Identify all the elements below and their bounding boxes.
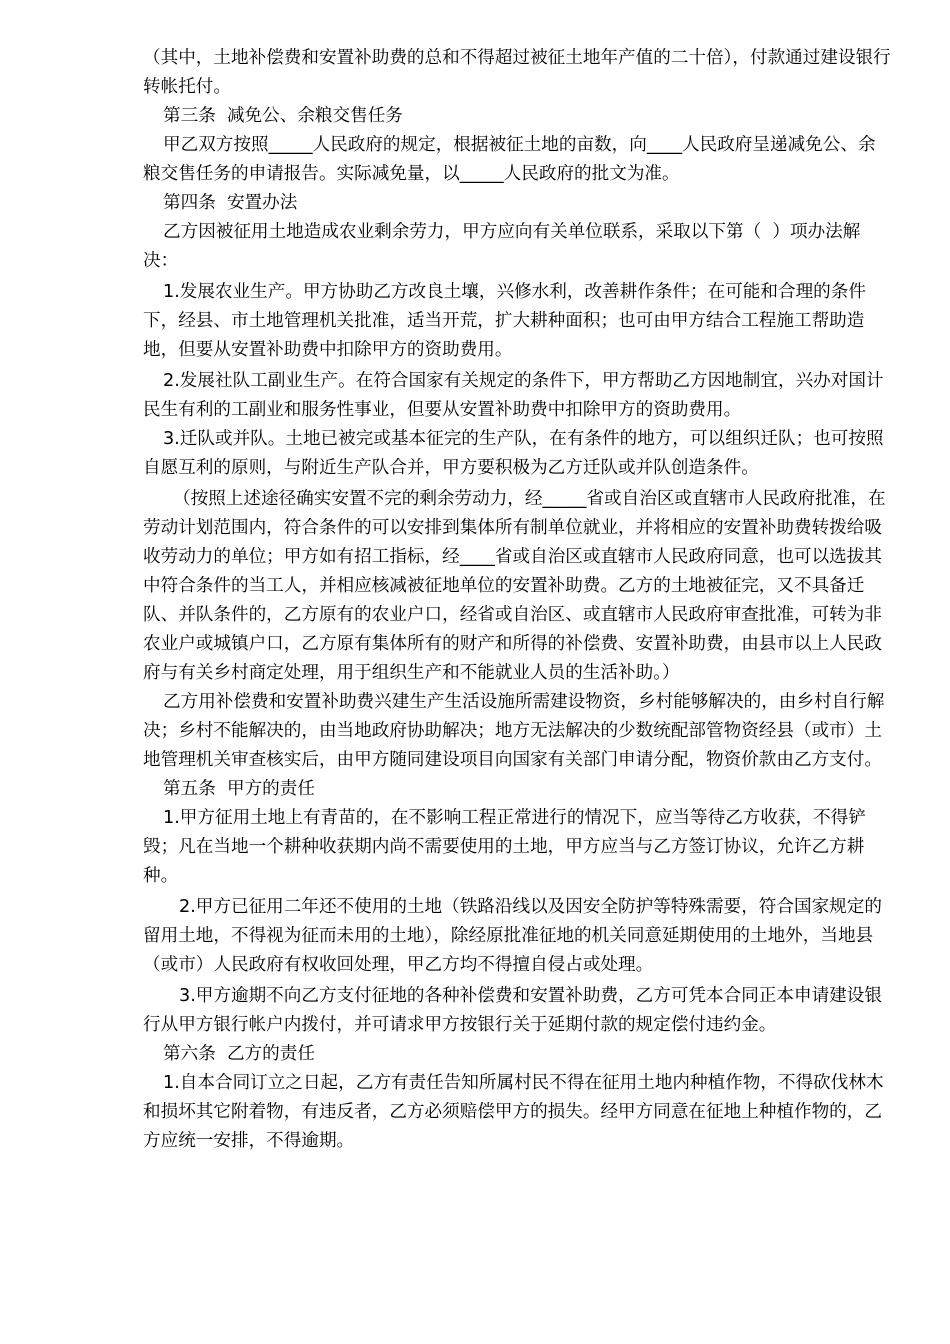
- document-page: [143, 44, 893, 1156]
- paragraph-party-b-duties: 1.自本合同订立之日起，乙方有责任告知所属村民不得在征用土地内种植作物，不得砍伐林木和损坏其它附着物，有违反者，乙方必须赔偿甲方的损失。经甲方同意在征地上种植作物的，乙方应统一安排，不得逾期。: [143, 1073, 884, 1151]
- paragraph-item-merge: 3.迁队或并队。土地已被完或基本征完的生产队，在有条件的地方，可以组织迁队；也可按照自愿互利的原则，与附近生产队合并，甲方要积极为乙方迁队或并队创造条件。: [143, 429, 884, 478]
- paragraph-compensation-cap: （其中，土地补偿费和安置补助费的总和不得超过被征土地年产值的二十倍），付款通过建设银行转帐托付。: [143, 48, 891, 97]
- paragraph-item-agriculture: 1.发展农业生产。甲方协助乙方改良土壤，兴修水利，改善耕作条件；在可能和合理的条件下，经县、市土地管理机关批准，适当开荒，扩大耕种面积；也可由甲方结合工程施工帮助造地，但要从安置补助费中扣除甲方的资助费用。: [143, 282, 866, 360]
- paragraph-party-a-late-payment: 3.甲方逾期不向乙方支付征地的各种补偿费和安置补助费，乙方可凭本合同正本申请建设银行从甲方银行帐户内拨付，并可请求甲方按银行关于延期付款的规定偿付违约金。: [143, 986, 882, 1035]
- heading-article-5: 第五条 甲方的责任: [163, 779, 315, 799]
- paragraph-party-a-unused-land: 2.甲方已征用二年还不使用的土地（铁路沿线以及因安全防护等特殊需要，符合国家规定的留用土地，不得视为征而未用的土地），除经原批准征地的机关同意延期使用的土地外，当地县（或市）人民政府有权收回处理，甲乙方均不得擅自侵占或处理。: [143, 897, 882, 975]
- paragraph-item-sideline: 2.发展社队工副业生产。在符合国家有关规定的条件下，甲方帮助乙方因地制宜，兴办对国计民生有利的工副业和服务性事业，但要从安置补助费中扣除甲方的资助费用。: [143, 371, 884, 420]
- paragraph-surplus-labor: （按照上述途径确实安置不完的剩余劳动力，经_____省或自治区或直辖市人民政府批准，在劳动计划范围内，符合条件的可以安排到集体所有制单位就业，并将相应的安置补助费转拨给吸收劳动力的单位；甲方如有招工指标，经____省或自治区或直辖市人民政府同意，也可以选拔其中符合条件的当工人，并相应核减被征地单位的安置补助费。乙方的土地被征完，又不具备迁队、并队条件的，乙方原有的农业户口，经省或自治区、或直辖市人民政府审查批准，可转为非农业户或城镇户口，乙方原有集体所有的财产和所得的补偿费、安置补助费，由县市以上人民政府与有关乡村商定处理，用于组织生产和不能就业人员的生活补助。）: [143, 489, 886, 683]
- paragraph-grain-quota: 甲乙双方按照_____人民政府的规定，根据被征土地的亩数，向____人民政府呈递减免公、余粮交售任务的申请报告。实际减免量，以_____人民政府的批文为准。: [143, 135, 876, 184]
- paragraph-party-a-crops: 1.甲方征用土地上有青苗的，在不影响工程正常进行的情况下，应当等待乙方收获，不得铲毁；凡在当地一个耕种收获期内尚不需要使用的土地，甲方应当与乙方签订协议，允许乙方耕种。: [143, 808, 866, 886]
- heading-article-6: 第六条 乙方的责任: [163, 1044, 315, 1064]
- paragraph-materials: 乙方用补偿费和安置补助费兴建生产生活设施所需建设物资，乡村能够解决的，由乡村自行解决；乡村不能解决的，由当地政府协助解决；地方无法解决的少数统配部管物资经县（或市）土地管理机关审查核实后，由甲方随同建设项目向国家有关部门申请分配，物资价款由乙方支付。: [143, 692, 885, 770]
- heading-article-3: 第三条 减免公、余粮交售任务: [163, 106, 403, 126]
- paragraph-resettlement-intro: 乙方因被征用土地造成农业剩余劳力，甲方应向有关单位联系，采取以下第（ ）项办法解决：: [143, 222, 861, 271]
- heading-article-4: 第四条 安置办法: [163, 193, 298, 213]
